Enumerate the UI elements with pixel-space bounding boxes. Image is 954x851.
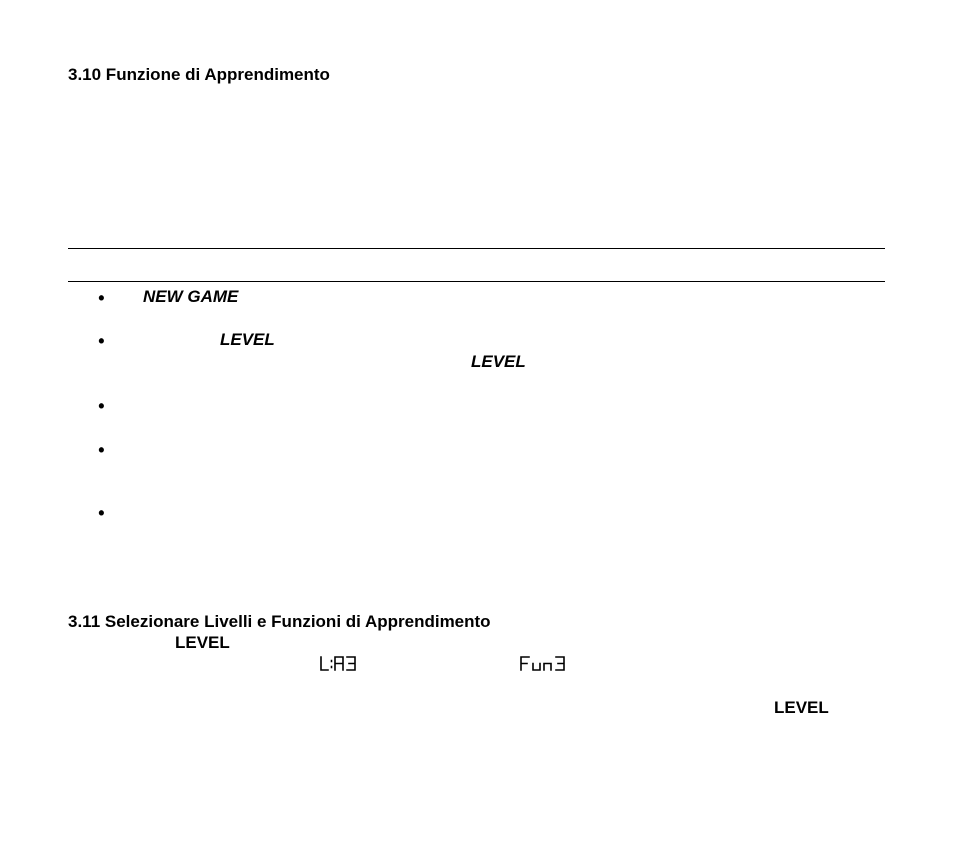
lcd-function-display xyxy=(520,656,568,672)
bullet-icon: • xyxy=(98,503,105,523)
lcd-level-glyphs xyxy=(320,656,360,672)
lcd-level-display xyxy=(320,656,360,672)
table-bottom-rule xyxy=(68,281,885,282)
bullet-icon: • xyxy=(98,331,105,351)
level-keyword: LEVEL xyxy=(220,330,275,349)
level-keyword-second: LEVEL xyxy=(471,352,526,371)
section-3-10-title: 3.10 Funzione di Apprendimento xyxy=(68,65,330,84)
bullet-icon: • xyxy=(98,440,105,460)
bullet-icon: • xyxy=(98,396,105,416)
new-game-keyword: NEW GAME xyxy=(143,287,239,306)
bullet-icon: • xyxy=(98,288,105,308)
section-3-11-title: 3.11 Selezionare Livelli e Funzioni di Apprendimento xyxy=(68,612,491,631)
lcd-function-glyphs xyxy=(520,656,568,672)
level-label: LEVEL xyxy=(175,633,230,652)
table-top-rule xyxy=(68,248,885,249)
level-label-right: LEVEL xyxy=(774,698,829,717)
